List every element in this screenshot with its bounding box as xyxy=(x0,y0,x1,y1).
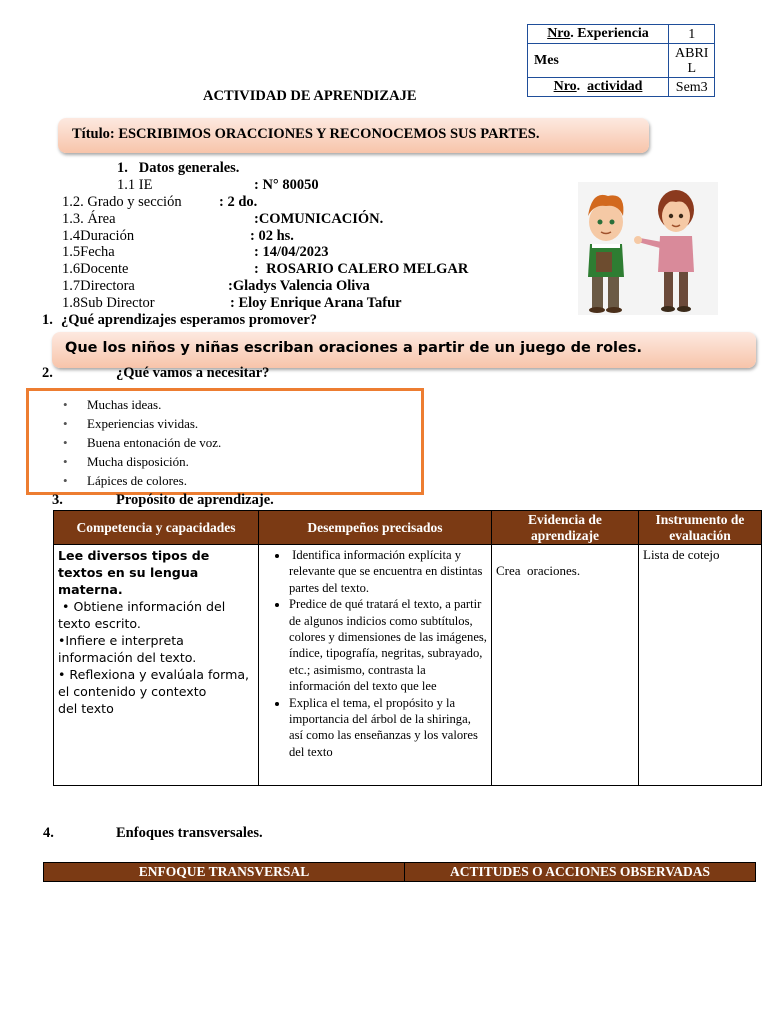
necesidades-box xyxy=(26,388,424,495)
dg-label-docente: 1.6Docente xyxy=(62,261,129,277)
dg-label-area: 1.3. Área xyxy=(62,211,116,227)
experiencia-value: 1 xyxy=(669,25,715,44)
aprendizaje-text: Que los niños y niñas escriban oraciones a partir de un juego de roles. xyxy=(65,340,642,356)
dg-value-fecha: : 14/04/2023 xyxy=(254,244,329,260)
section1-question: ¿Qué aprendizajes esperamos promover? xyxy=(61,312,318,328)
header-competencia: Competencia y capacidades xyxy=(54,511,259,545)
dg-value-grado: : 2 do. xyxy=(219,194,258,210)
dg-label-subdirector: 1.8Sub Director xyxy=(62,295,155,311)
evidencia-text: Crea oraciones. xyxy=(496,563,581,578)
dg-label-directora: 1.7Directora xyxy=(62,278,135,294)
header-instrumento: Instrumento de evaluación xyxy=(639,511,762,545)
capacidad-item: •Infiere e interpreta información del texto. xyxy=(58,633,197,665)
proposito-table xyxy=(53,510,762,786)
header-evidencia: Evidencia de aprendizaje xyxy=(492,511,639,545)
dg-value-area: :COMUNICACIÓN. xyxy=(254,211,384,227)
dg-label-duracion: 1.4Duración xyxy=(62,228,135,244)
dg-label-fecha: 1.5Fecha xyxy=(62,244,115,260)
section3-number: 3. xyxy=(52,492,63,508)
list-item: • Predice de qué tratará el texto, a partir de algunos indicios como subtítulos, colores y dimensiones de las imágenes, índice, tipografía, negritas, subrayado, etc.; asimismo, contrasta la información del texto que lee xyxy=(289,596,487,694)
section4-number: 4. xyxy=(43,825,54,841)
list-item: • Lápices de colores. xyxy=(87,471,221,490)
list-item: • Mucha disposición. xyxy=(87,452,221,471)
experiencia-label: Nro. Experiencia xyxy=(528,25,669,44)
capacidad-item: • Obtiene información del texto escrito. xyxy=(58,599,230,631)
enfoque-table xyxy=(43,862,756,882)
section1-number: 1. xyxy=(42,312,53,328)
section2-question: ¿Qué vamos a necesitar? xyxy=(116,365,270,381)
instrumento-text: Lista de cotejo xyxy=(643,547,720,562)
desempenos-list xyxy=(263,547,487,760)
section4-title: Enfoques transversales. xyxy=(116,825,263,841)
titulo-text: Título: ESCRIBIMOS ORACCIONES Y RECONOCEMOS SUS PARTES. xyxy=(72,126,540,142)
dg-value-docente: : ROSARIO CALERO MELGAR xyxy=(254,261,469,277)
actividad-label: Nro. actividad xyxy=(528,78,669,97)
info-table xyxy=(527,24,715,97)
competencia-cell xyxy=(54,545,259,786)
dg-label-grado: 1.2. Grado y sección xyxy=(62,194,182,210)
actividad-value: Sem3 xyxy=(669,78,715,97)
dg-value-directora: :Gladys Valencia Oliva xyxy=(228,278,370,294)
capacidad-item: • Reflexiona y evalúala forma, el contenido y contexto xyxy=(58,667,250,699)
datos-generales-heading: 1. Datos generales. xyxy=(117,160,240,176)
mes-label: Mes xyxy=(528,44,669,78)
dg-label-ie: 1.1 IE xyxy=(117,177,153,193)
list-item: • Buena entonación de voz. xyxy=(87,433,221,452)
list-item: • Explica el tema, el propósito y la importancia del árbol de la shiringa, así como las enseñanzas y los valores del texto xyxy=(289,695,487,761)
evidencia-cell xyxy=(492,545,639,786)
section3-title: Propósito de aprendizaje. xyxy=(116,492,274,508)
list-item: • Muchas ideas. xyxy=(87,395,221,414)
aprendizaje-banner xyxy=(52,332,756,368)
titulo-banner xyxy=(58,118,649,153)
desempenos-cell xyxy=(259,545,492,786)
header-actitudes: ACTITUDES O ACCIONES OBSERVADAS xyxy=(405,863,756,882)
list-item: • Experiencias vividas. xyxy=(87,414,221,433)
competencia-title: Lee diversos tipos de textos en su lengua materna. xyxy=(58,548,210,597)
necesidades-list xyxy=(87,395,221,490)
document-title: ACTIVIDAD DE APRENDIZAJE xyxy=(203,88,417,104)
dg-value-duracion: : 02 hs. xyxy=(250,228,294,244)
dg-value-subdirector: : Eloy Enrique Arana Tafur xyxy=(230,295,402,311)
children-talking-illustration xyxy=(578,182,718,315)
mes-value: ABRI L xyxy=(669,44,715,78)
list-item: • Identifica información explícita y relevante que se encuentra en distintas partes del texto. xyxy=(289,547,487,596)
header-enfoque: ENFOQUE TRANSVERSAL xyxy=(44,863,405,882)
header-desempenos: Desempeños precisados xyxy=(259,511,492,545)
capacidad-item: del texto xyxy=(58,701,114,716)
instrumento-cell xyxy=(639,545,762,786)
section2-number: 2. xyxy=(42,365,53,381)
dg-value-ie: : N° 80050 xyxy=(254,177,319,193)
